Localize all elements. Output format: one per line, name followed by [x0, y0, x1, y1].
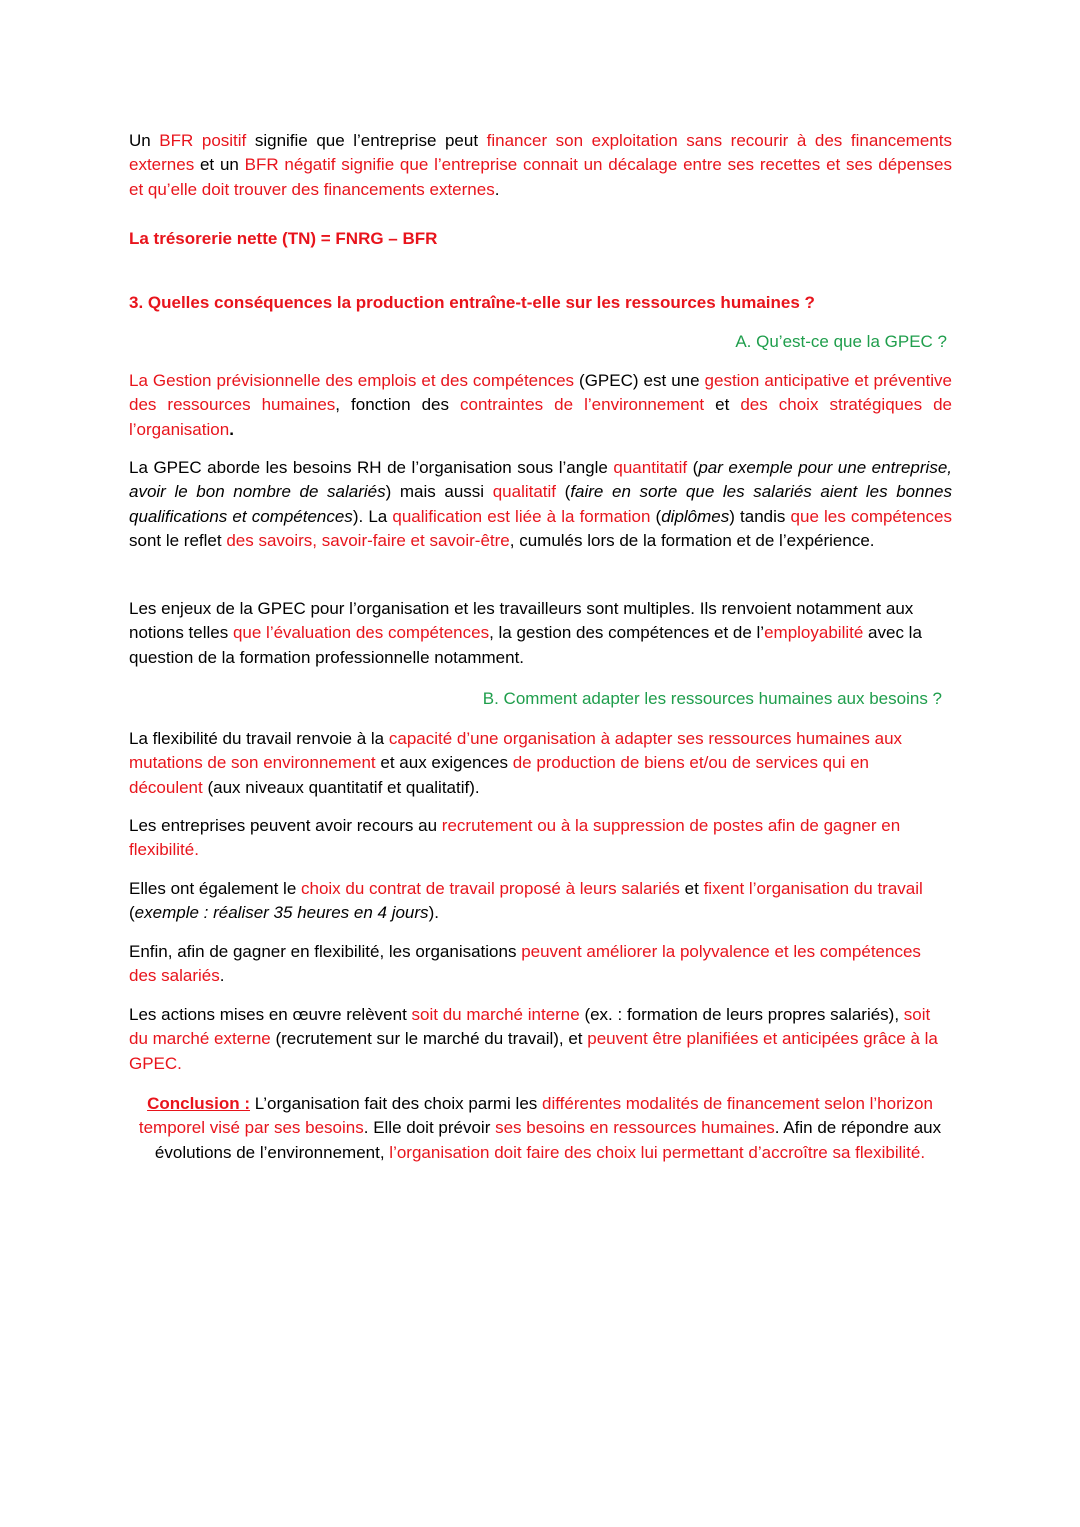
text-run: des choix stratégiques de l’organisation — [129, 395, 953, 439]
text-run: Les actions mises en œuvre relèvent — [129, 1005, 412, 1024]
paragraph-conclusion — [126, 1092, 954, 1165]
text-run: 3. Quelles conséquences la production entraîne-t-elle sur les ressources humaines ? — [129, 293, 815, 312]
text-run: ) mais aussi — [385, 482, 493, 502]
text-run: différentes modalités de financement selon l’horizon temporel visé par ses besoins — [138, 1094, 933, 1138]
text-run: , la gestion des compétences et de l’ — [489, 623, 765, 643]
text-run: avec la question de la formation professionnelle notamment. — [129, 623, 922, 667]
text-run: exemple : réaliser 35 heures en 4 jours — [134, 903, 429, 923]
text-run: ( — [129, 903, 135, 923]
text-run: (aux niveaux quantitatif et qualitatif). — [202, 777, 480, 797]
text-run: et aux exigences — [375, 753, 513, 773]
text-run: A. Qu’est-ce que la GPEC ? — [735, 332, 947, 351]
text-run: contraintes de l’environnement — [460, 395, 705, 415]
text-run: , fonction des — [335, 395, 461, 415]
text-run: soit du marché interne — [411, 1005, 580, 1024]
text-run: . — [494, 179, 500, 199]
text-run: ). — [428, 903, 439, 923]
text-run: de production de biens et/ou de services qui en découlent — [129, 753, 869, 797]
text-run: ( — [687, 458, 699, 477]
text-run: peuvent améliorer la polyvalence et les compétences des salariés — [129, 942, 921, 986]
text-run: La Gestion prévisionnelle des emplois et des compétences — [129, 371, 575, 390]
text-run: Les enjeux de la GPEC pour l’organisation et les travailleurs sont multiples. Ils renvoient notamment aux notions telles — [129, 599, 914, 643]
text-run: . Elle doit prévoir — [363, 1118, 496, 1138]
text-run: , cumulés lors de la formation et de l’expérience. — [509, 531, 875, 551]
text-run: . Afin de répondre aux évolutions de l’environnement, — [154, 1118, 942, 1162]
text-run: BFR positif — [159, 131, 247, 150]
text-run: (ex. : formation de leurs propres salariés), — [579, 1005, 904, 1024]
text-run: . — [229, 419, 234, 439]
text-run: (GPEC) est une — [574, 371, 705, 390]
text-run: ) tandis — [729, 506, 791, 526]
text-run: par exemple pour une entreprise, avoir le bon nombre de salariés — [129, 458, 952, 502]
text-run: fixent l’organisation du travail — [703, 879, 923, 898]
text-run: sont le reflet — [129, 531, 227, 551]
subheading-b — [129, 687, 942, 711]
text-run: employabilité — [764, 623, 864, 643]
text-run: La GPEC aborde les besoins RH de l’organisation sous l’angle — [129, 458, 614, 477]
text-run: diplômes — [661, 506, 730, 526]
text-run: signifie que l’entreprise peut — [246, 131, 487, 150]
text-run: faire en sorte que les salariés aient les bonnes qualifications et compétences — [129, 482, 953, 526]
text-run: La trésorerie nette (TN) = FNRG – BFR — [129, 229, 438, 248]
text-run: l’organisation doit faire des choix lui permettant d’accroître sa flexibilité. — [389, 1142, 926, 1162]
text-run: que l’évaluation des compétences — [232, 623, 490, 643]
text-run: gestion anticipative et préventive des ressources humaines — [129, 371, 952, 415]
text-run: soit du marché externe — [129, 1005, 931, 1049]
subheading-a — [129, 330, 947, 354]
text-run: Elles ont également le — [129, 879, 301, 898]
text-run: Un — [129, 131, 160, 150]
text-run: ( — [556, 482, 571, 502]
text-run: B. Comment adapter les ressources humaines aux besoins ? — [482, 689, 942, 708]
text-run: L’organisation fait des choix parmi les — [250, 1094, 543, 1113]
text-run: Les entreprises peuvent avoir recours au — [129, 816, 442, 835]
text-run: Conclusion : — [147, 1094, 251, 1113]
text-run: capacité d’une organisation à adapter ses ressources humaines aux mutations de son environnement — [129, 729, 903, 773]
text-run: qualification est liée à la formation — [392, 506, 651, 526]
paragraph-gpec-definition — [129, 369, 952, 442]
paragraph-flexibilite — [129, 727, 939, 800]
section-title-3 — [129, 291, 952, 315]
text-run: que les compétences — [790, 506, 952, 526]
paragraph-gpec-besoins-rh — [129, 456, 952, 554]
text-run: financer son exploitation sans recourir à des financements externes — [129, 131, 952, 175]
text-run: Enfin, afin de gagner en flexibilité, les organisations — [129, 942, 522, 961]
text-run: et — [679, 879, 704, 898]
text-run: ses besoins en ressources humaines — [495, 1118, 775, 1138]
paragraph-actions — [129, 1003, 952, 1076]
text-run: (recrutement sur le marché du travail), et — [270, 1029, 588, 1049]
paragraph-bfr — [129, 129, 952, 202]
text-run: qualitatif — [492, 482, 557, 502]
text-run: choix du contrat de travail proposé à leurs salariés — [301, 879, 680, 898]
paragraph-recrutement — [129, 814, 939, 863]
paragraph-polyvalence — [129, 940, 939, 989]
text-run: et un — [194, 155, 245, 175]
text-run: recrutement ou à la suppression de postes afin de gagner en flexibilité. — [129, 816, 901, 860]
text-run: peuvent être planifiées et anticipées grâce à la GPEC. — [129, 1029, 938, 1073]
paragraph-enjeux-gpec — [129, 597, 952, 670]
text-run: La flexibilité du travail renvoie à la — [129, 729, 389, 748]
text-run: quantitatif — [613, 458, 688, 477]
text-run: . — [219, 966, 225, 986]
text-run: BFR négatif signifie que l’entreprise connait un décalage entre ses recettes et ses dépenses et qu’elle doit trouver des financements externes — [129, 155, 953, 199]
formula-tresorerie-nette — [129, 227, 952, 251]
paragraph-contrat — [129, 877, 939, 926]
text-run: et — [704, 395, 741, 415]
text-run: des savoirs, savoir-faire et savoir-être — [226, 531, 510, 551]
text-run: ). La — [352, 506, 393, 526]
text-run: ( — [650, 506, 662, 526]
